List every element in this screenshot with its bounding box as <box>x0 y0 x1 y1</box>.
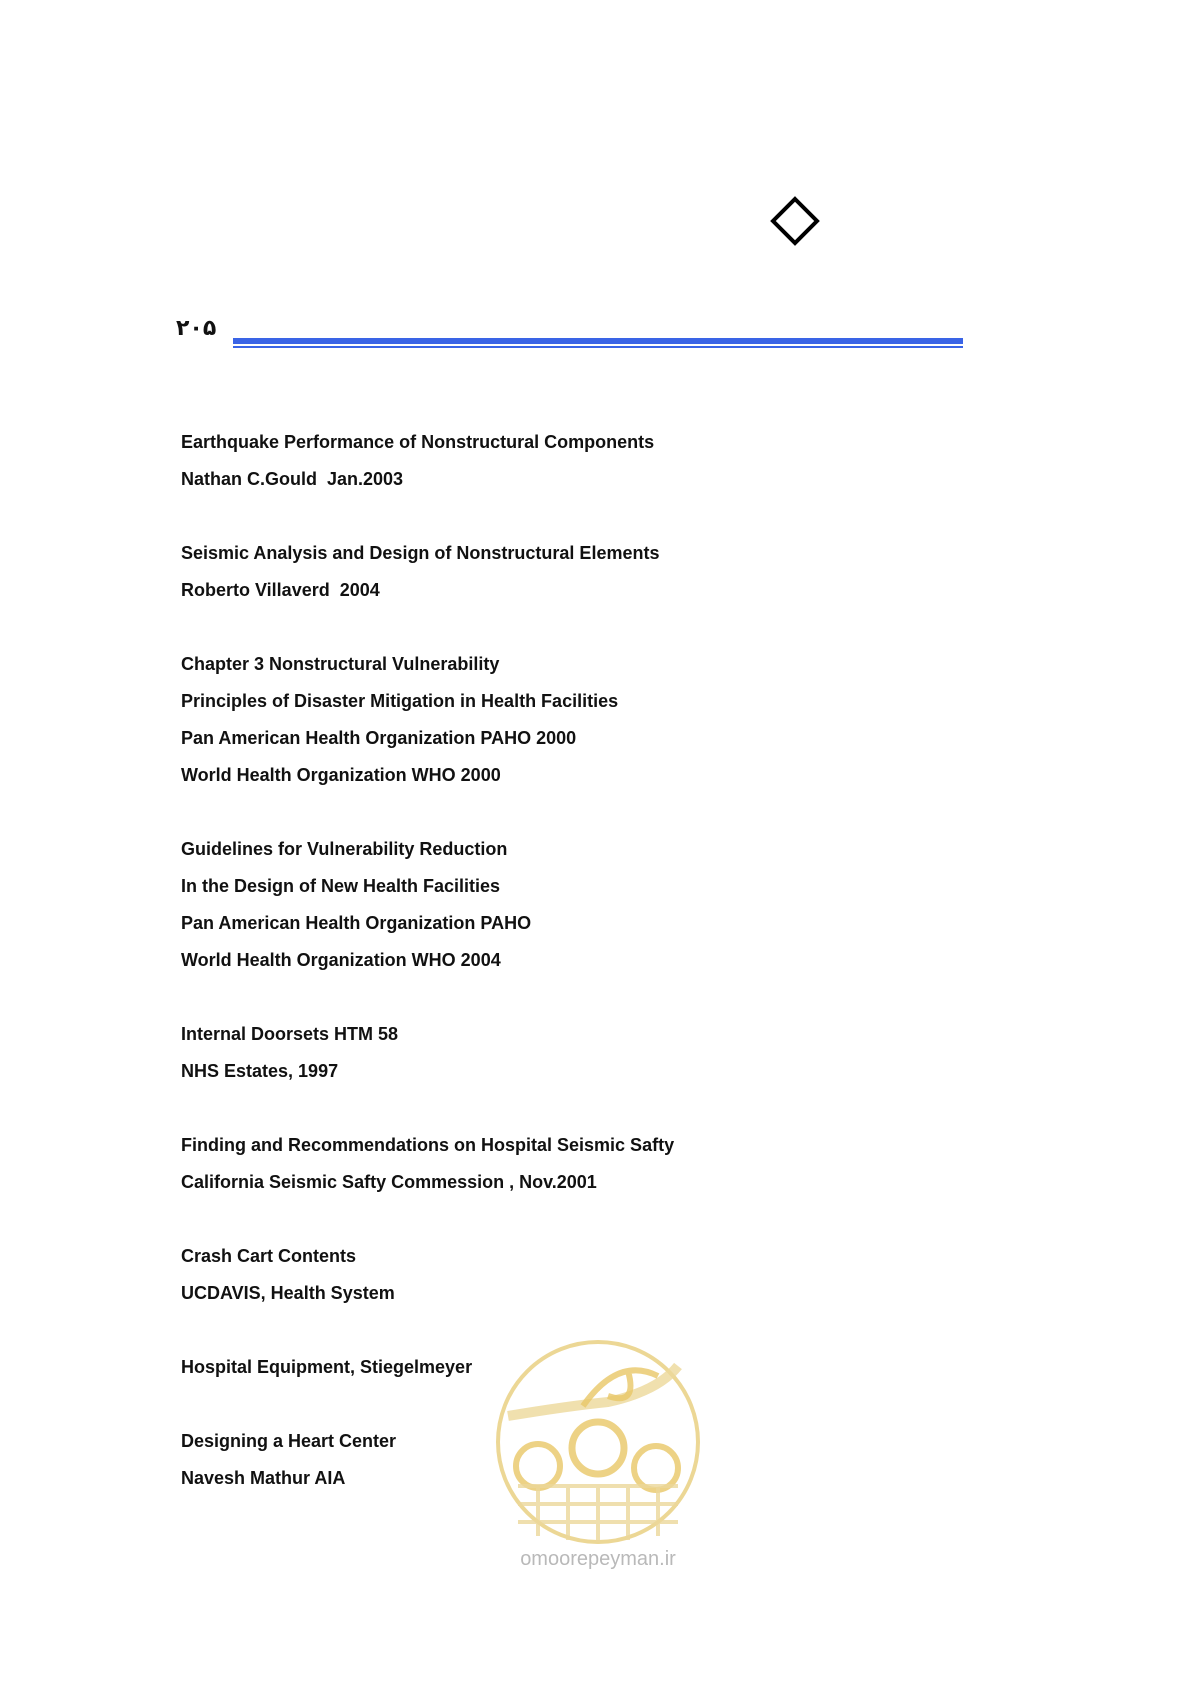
reference-line: Pan American Health Organization PAHO <box>181 913 532 933</box>
reference-line: Guidelines for Vulnerability Reduction <box>181 839 508 859</box>
reference-line: NHS Estates, 1997 <box>181 1061 339 1081</box>
reference-entry <box>181 1238 941 1312</box>
reference-line: Finding and Recommendations on Hospital Seismic Safty <box>181 1135 675 1155</box>
reference-line: Pan American Health Organization PAHO 2000 <box>181 728 577 748</box>
reference-line: World Health Organization WHO 2004 <box>181 950 501 970</box>
reference-line: Designing a Heart Center <box>181 1431 397 1451</box>
reference-line: Crash Cart Contents <box>181 1246 357 1266</box>
watermark-logo <box>488 1336 708 1546</box>
reference-line: In the Design of New Health Facilities <box>181 876 501 896</box>
reference-line: Roberto Villaverd 2004 <box>181 580 380 600</box>
header-rule <box>233 338 963 348</box>
diamond-icon <box>770 196 820 246</box>
reference-line: Principles of Disaster Mitigation in Health Facilities <box>181 691 619 711</box>
reference-line: Seismic Analysis and Design of Nonstructural Elements <box>181 543 660 563</box>
reference-line: Hospital Equipment, Stiegelmeyer <box>181 1357 473 1377</box>
reference-entry <box>181 1127 941 1201</box>
reference-line: World Health Organization WHO 2000 <box>181 765 501 785</box>
reference-line: Navesh Mathur AIA <box>181 1468 346 1488</box>
watermark <box>488 1336 708 1576</box>
reference-line: California Seismic Safty Commession , Nov.2001 <box>181 1172 597 1192</box>
reference-entry <box>181 535 941 609</box>
reference-line: Nathan C.Gould Jan.2003 <box>181 469 404 489</box>
reference-line: Internal Doorsets HTM 58 <box>181 1024 399 1044</box>
reference-line: Chapter 3 Nonstructural Vulnerability <box>181 654 500 674</box>
reference-line: Earthquake Performance of Nonstructural Components <box>181 432 655 452</box>
reference-entry <box>181 1016 941 1090</box>
watermark-text: omoorepeyman.ir <box>520 1548 676 1570</box>
reference-entry <box>181 831 941 979</box>
reference-entry <box>181 646 941 794</box>
reference-line: UCDAVIS, Health System <box>181 1283 395 1303</box>
reference-entry <box>181 424 941 498</box>
page-number: ۲۰۵ <box>176 316 217 341</box>
